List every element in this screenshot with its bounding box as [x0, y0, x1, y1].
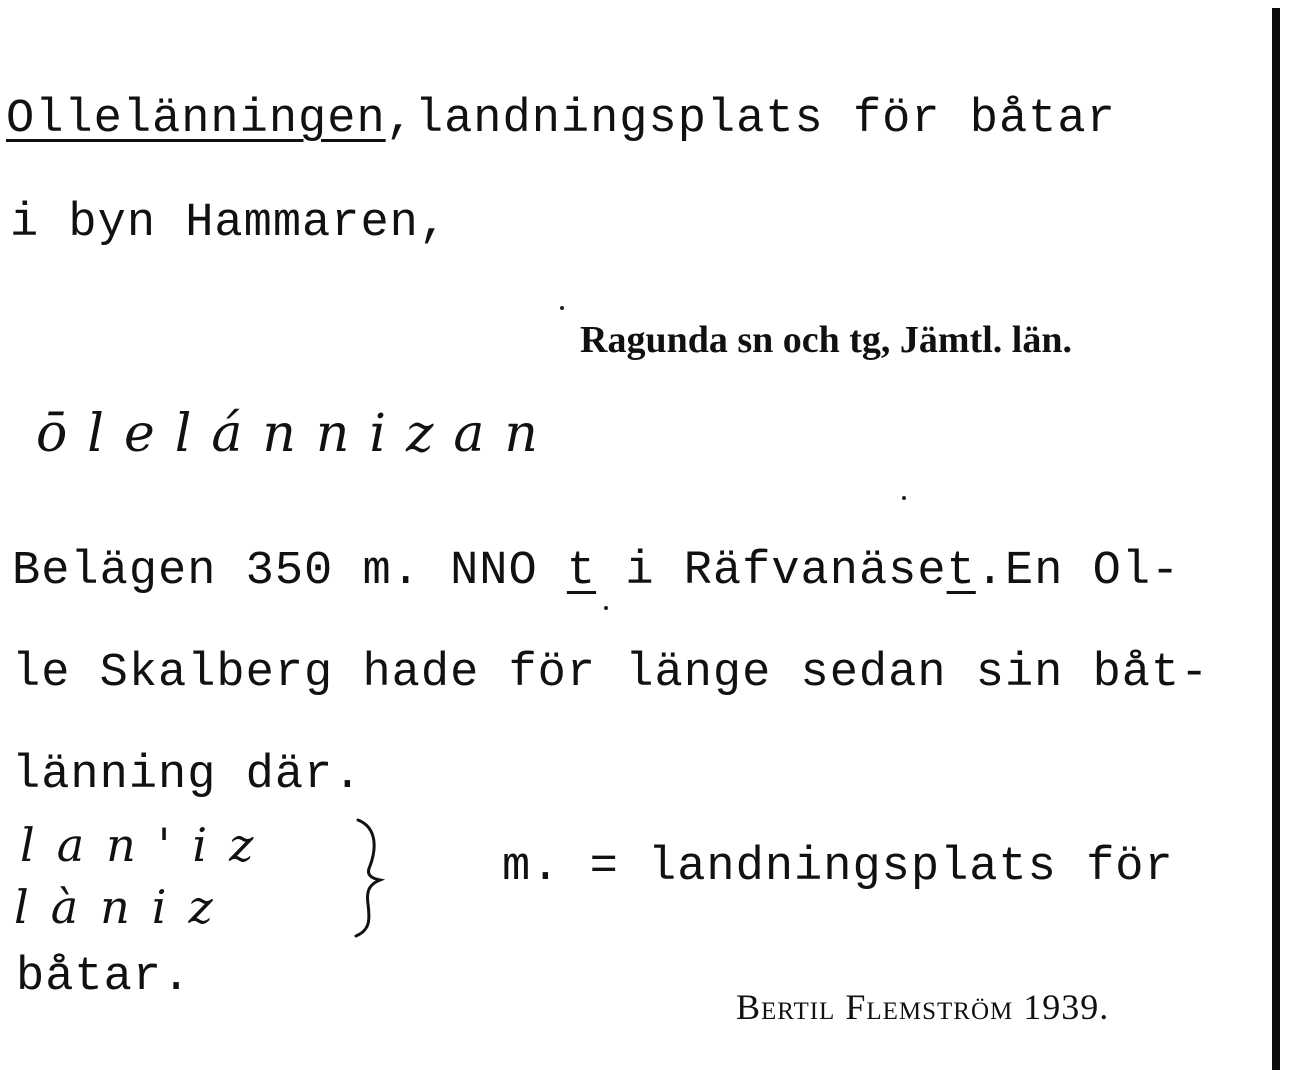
body-line-1-part-c: .En Ol-: [975, 545, 1181, 598]
location-line: i byn Hammaren,: [10, 197, 449, 250]
body-line-1-t2: t: [946, 545, 976, 598]
parish-county: Ragunda sn och tg, Jämtl. län.: [580, 319, 1072, 361]
card-edge-line: [1272, 8, 1280, 1070]
scan-speck: [560, 306, 564, 310]
body-line-2: le Skalberg hade för länge sedan sin båt-: [12, 647, 1210, 700]
scan-speck: [604, 606, 608, 610]
curly-brace-icon: [336, 816, 396, 940]
phonetic-variant-2: làniz: [14, 880, 235, 934]
body-line-1-part-a: Belägen 350 m. NNO: [12, 545, 567, 598]
headword: Ollelänningen: [6, 93, 386, 146]
title-rest: ,landningsplats för båtar: [385, 93, 1116, 146]
body-line-3: länning där.: [12, 749, 363, 802]
definition-line: m. = landningsplats för: [502, 841, 1174, 894]
body-line-1-part-b: i Räfvanäse: [596, 545, 947, 598]
phonetic-transcription: ōlelánnizan: [36, 404, 558, 464]
body-line-1-t: t: [566, 545, 597, 598]
scan-speck: [902, 496, 906, 500]
title-line: [6, 93, 1116, 146]
body-line-1: [12, 545, 1181, 598]
phonetic-variant-1: lan'iz: [20, 818, 276, 872]
body-last-line: båtar.: [16, 951, 192, 1004]
signature: Bertil Flemström 1939.: [736, 987, 1110, 1027]
